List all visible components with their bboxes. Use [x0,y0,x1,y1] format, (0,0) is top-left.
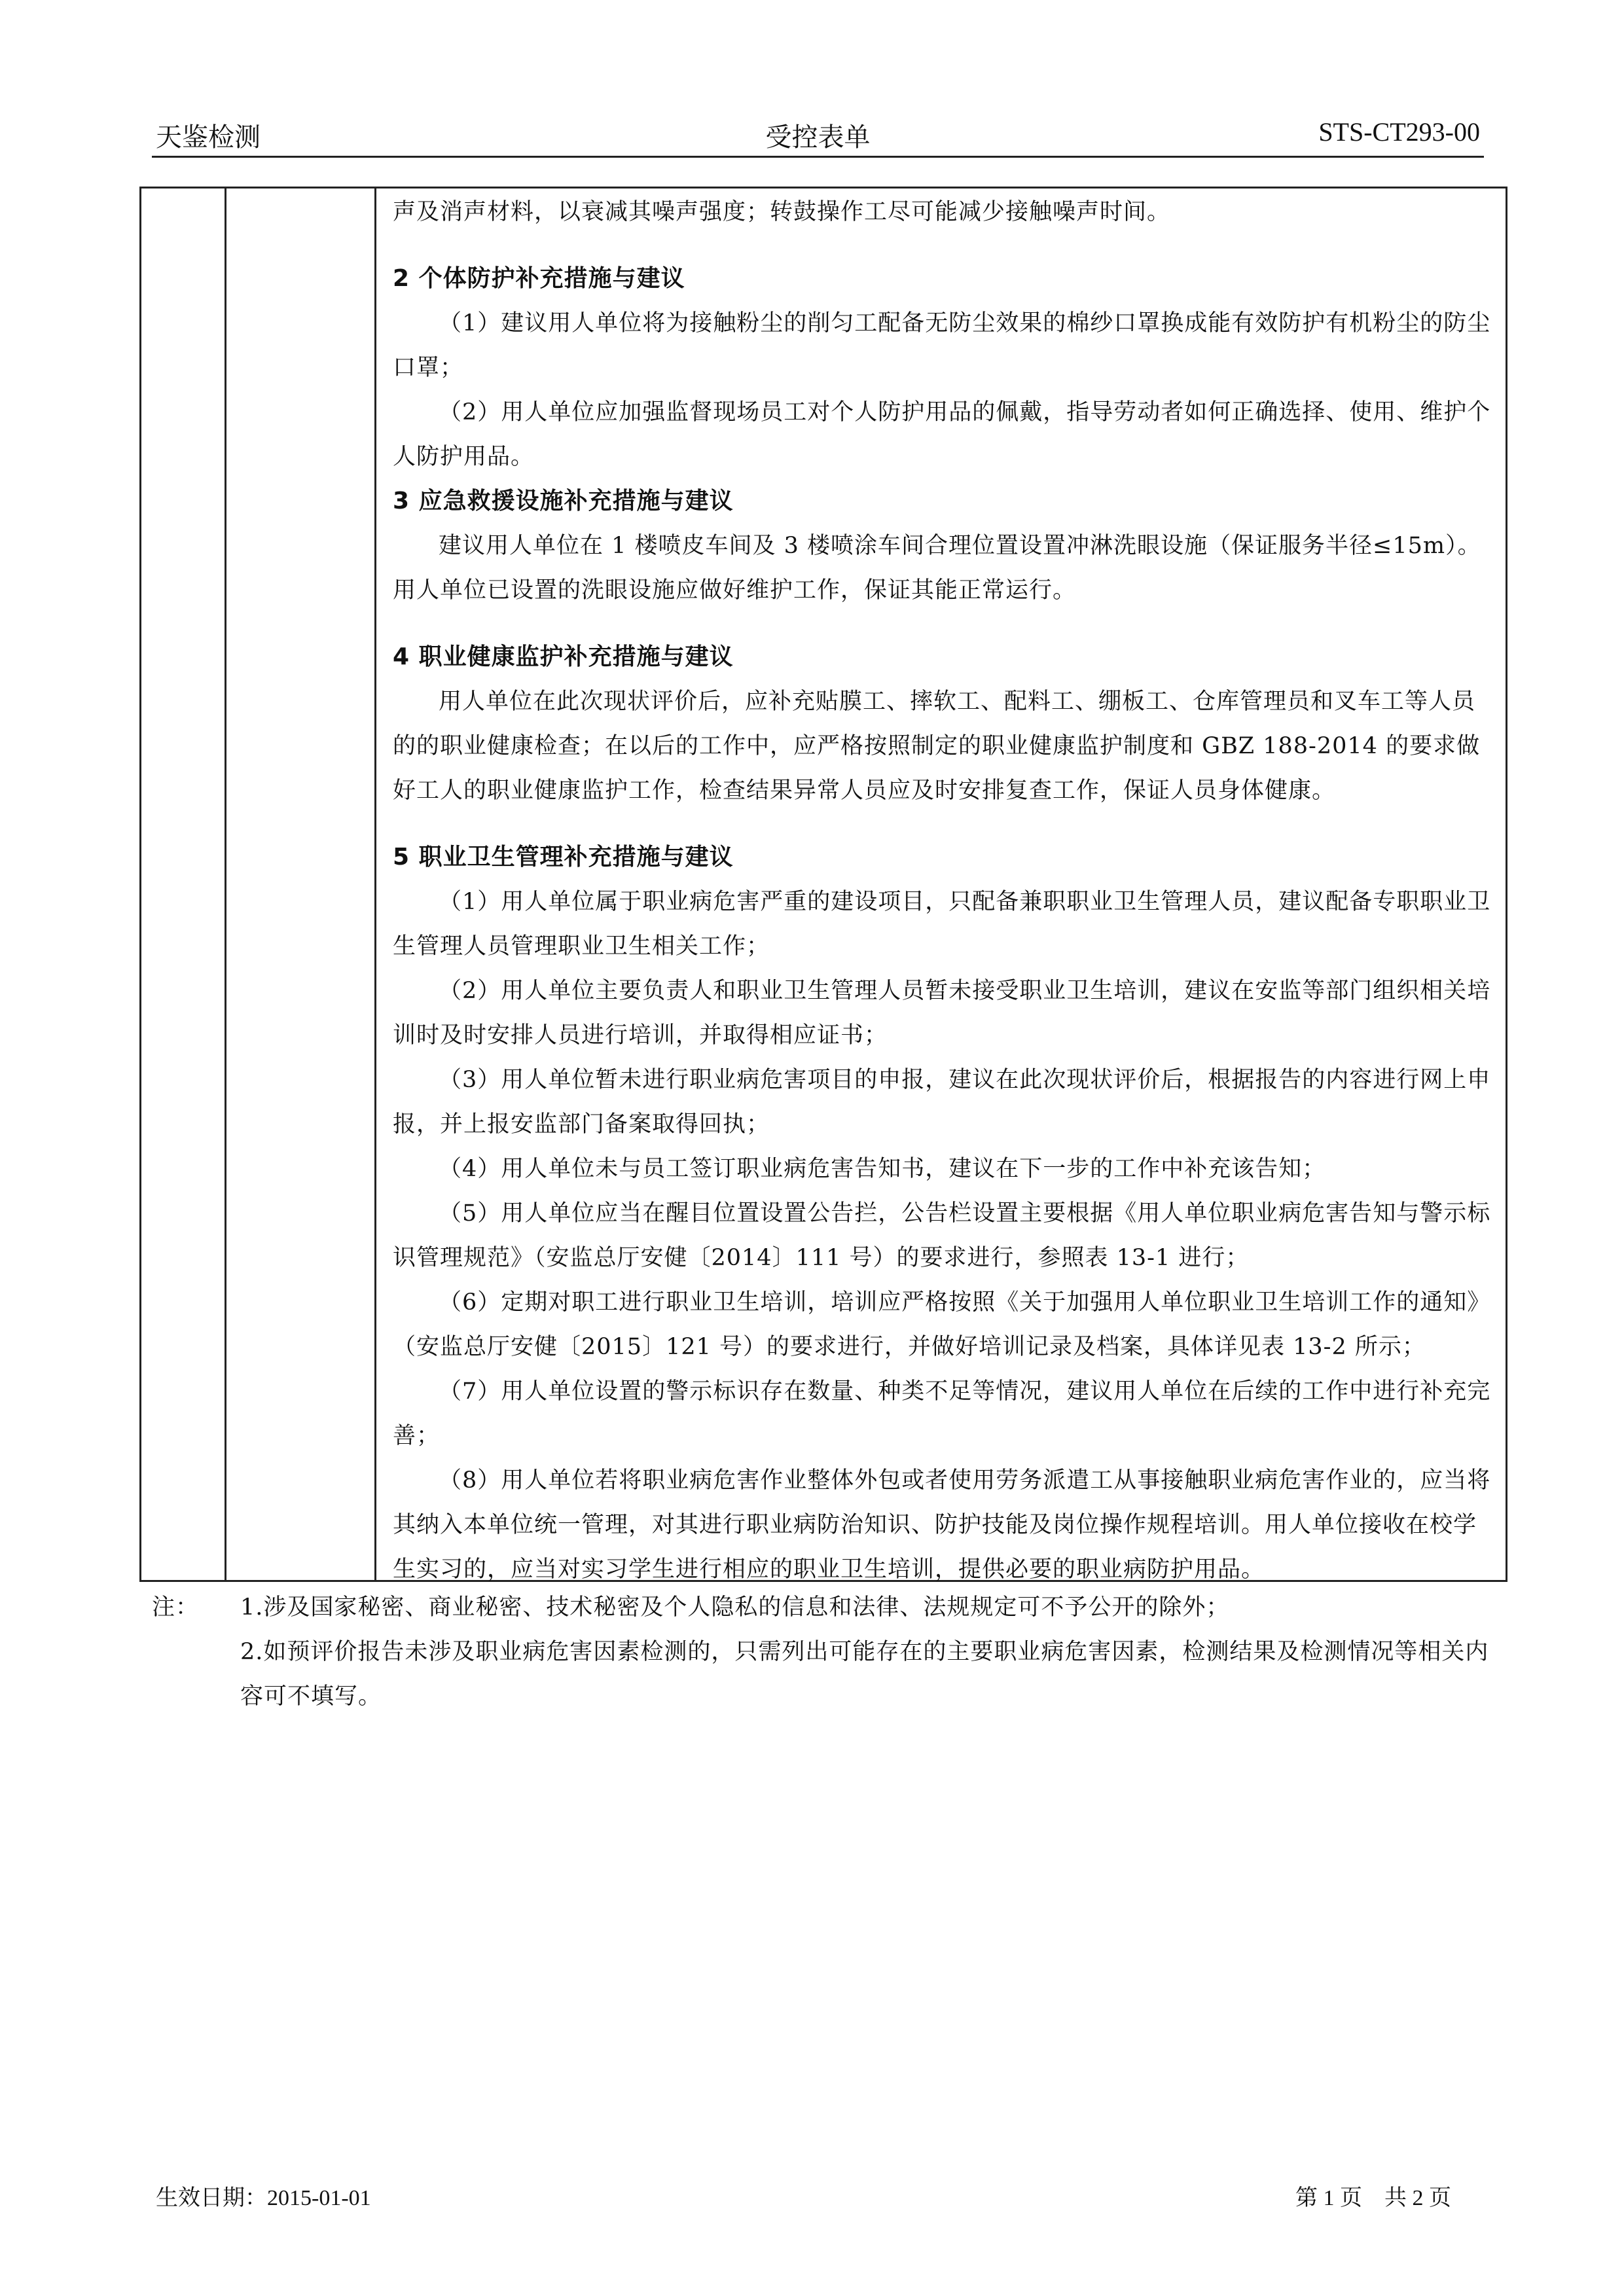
page-header [152,113,1484,153]
paragraph: （4）用人单位未与员工签订职业病危害告知书，建议在下一步的工作中补充该告知； [439,1156,1326,1182]
company-name: 天鉴检测 [156,122,261,152]
note-item: 2.如预评价报告未涉及职业病危害因素检测的，只需列出可能存在的主要职业病危害因素，检测结果及检测情况等相关内容可不填写。 [240,1639,1489,1710]
section-heading-personal-protection: 2 个体防护补充措施与建议 [393,265,685,292]
paragraph: （5）用人单位应当在醒目位置设置公告拦，公告栏设置主要根据《用人单位职业病危害告知与警示标识管理规范》（安监总厅安健〔2014〕111 号）的要求进行，参照表 13-1 进行； [393,1200,1491,1271]
section-heading-management: 5 职业卫生管理补充措施与建议 [393,844,734,870]
header-divider [152,156,1484,158]
effective-date: 生效日期：2015-01-01 [156,2186,371,2210]
document-code: STS-CT293-00 [1318,117,1480,147]
paragraph: （2）用人单位主要负责人和职业卫生管理人员暂未接受职业卫生培训，建议在安监等部门组织相关培训时及时安排人员进行培训，并取得相应证书； [393,978,1491,1049]
paragraph: （6）定期对职工进行职业卫生培训，培训应严格按照《关于加强用人单位职业卫生培训工作的通知》（安监总厅安健〔2015〕121 号）的要求进行，并做好培训记录及档案，具体详见表 13-2 所示； [393,1289,1491,1360]
paragraph: （1）建议用人单位将为接触粉尘的削匀工配备无防尘效果的棉纱口罩换成能有效防护有机粉尘的防尘口罩； [393,310,1491,381]
paragraph: （8）用人单位若将职业病危害作业整体外包或者使用劳务派遣工从事接触职业病危害作业的，应当将其纳入本单位统一管理，对其进行职业病防治知识、防护技能及岗位操作规程培训。用人单位接收在校学生实习的，应当对实习学生进行相应的职业卫生培训，提供必要的职业病防护用品。 [393,1467,1491,1583]
form-title: 受控表单 [765,122,871,152]
page-footer [152,2179,1484,2212]
continuation-text: 声及消声材料，以衰减其噪声强度；转鼓操作工尽可能减少接触噪声时间。 [393,199,1171,225]
paragraph: 用人单位在此次现状评价后，应补充贴膜工、摔软工、配料工、绷板工、仓库管理员和叉车工等人员的的职业健康检查；在以后的工作中，应严格按照制定的职业健康监护制度和 GBZ 188-2014 的要求做好工人的职业健康监护工作，检查结果异常人员应及时安排复查工作，保证人员身体健康。 [393,689,1481,804]
table-column-divider [374,188,376,1580]
notes-label: 注： [152,1594,200,1621]
paragraph: （2）用人单位应加强监督现场员工对个人防护用品的佩戴，指导劳动者如何正确选择、使用、维护个人防护用品。 [393,399,1491,470]
section-heading-health-monitoring: 4 职业健康监护补充措施与建议 [393,643,734,670]
paragraph: 建议用人单位在 1 楼喷皮车间及 3 楼喷涂车间合理位置设置冲淋洗眼设施（保证服务半径≤15m）。用人单位已设置的洗眼设施应做好维护工作，保证其能正常运行。 [393,533,1481,603]
page-number: 第 1 页 共 2 页 [1295,2186,1451,2210]
table-column-divider [225,188,226,1580]
paragraph: （3）用人单位暂未进行职业病危害项目的申报，建议在此次现状评价后，根据报告的内容进行网上申报，并上报安监部门备案取得回执； [393,1067,1491,1138]
table-content-cell [393,190,1492,1592]
notes-section [152,1585,1494,1719]
section-heading-emergency-rescue: 3 应急救援设施补充措施与建议 [393,488,734,514]
paragraph: （7）用人单位设置的警示标识存在数量、种类不足等情况，建议用人单位在后续的工作中进行补充完善； [393,1378,1491,1449]
note-item: 1.涉及国家秘密、商业秘密、技术秘密及个人隐私的信息和法律、法规规定可不予公开的除外； [240,1594,1230,1621]
paragraph: （1）用人单位属于职业病危害严重的建设项目，只配备兼职职业卫生管理人员，建议配备专职职业卫生管理人员管理职业卫生相关工作； [393,889,1491,960]
